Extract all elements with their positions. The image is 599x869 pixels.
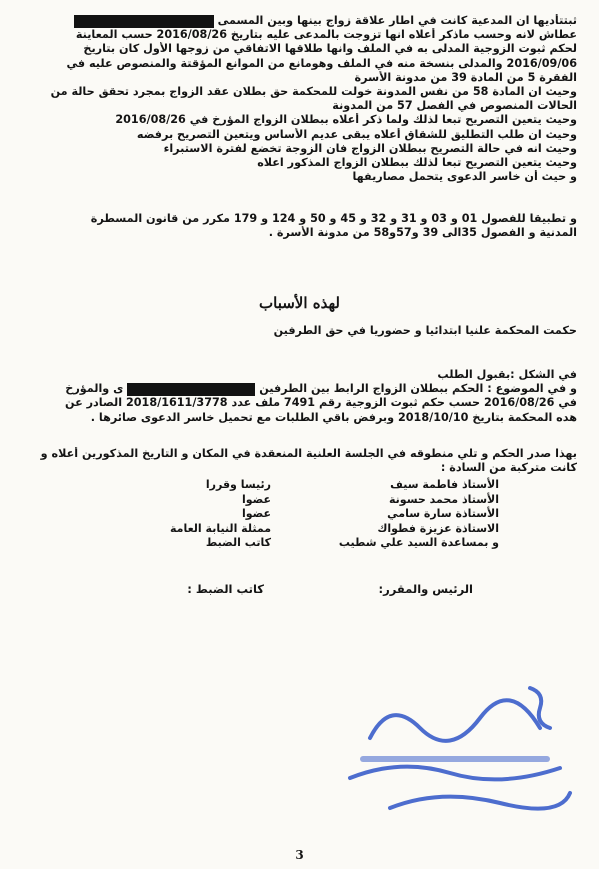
para1-line-1: عطاش لانه وحسب ماذكر أعلاه انها تزوجت بالمدعى عليه بتاريخ 2016/08/26 حسب المعاينة [75, 28, 577, 42]
para3-line-3: هده المحكمة بتاريخ 2018/10/10 وبرفض باقي الطلبات مع تحميل خاسر الدعوى صائرها . [90, 410, 577, 424]
para1-line-0-text: ثبتتأديها ان المدعية كانت في اطار علاقة زواج بينها وبين المسمى [217, 14, 577, 27]
para1-line-9: وحيث انه في حالة التصريح ببطلان الزواج فان الزوجة تخضع لفترة الاستبراء [163, 141, 577, 155]
para3-line-1-text: و في الموضوع : الحكم ببطلان الزواج الرابط بين الطرفين [259, 382, 577, 396]
para1-line-2: لحكم ثبوت الزوجية المدلى به في الملف وانها طلاقها الاتفاقي من زوجها الأول كان بتاريخ [83, 42, 577, 56]
para1-line-0 [22, 14, 577, 28]
para1-line-7: وحيث يتعين التصريح تبعا لذلك ولما ذكر أعلاه ببطلان الزواج المؤرخ في 2016/08/26 [115, 113, 577, 127]
panel-names [339, 478, 499, 551]
para1-line-10: وحيث يتعين التصريح تبعا لذلك ببطلان الزواج المذكور اعلاه [257, 156, 577, 170]
para1-line-4: الفقرة 5 من المادة 39 من مدونة الأسرة [354, 70, 577, 84]
panel-name: الاستاذة عزيزة فطواك [377, 521, 499, 535]
reasoning-paragraph [22, 14, 577, 184]
panel-name: الأستاذة سارة سامي [387, 507, 499, 521]
ruling-paragraph [22, 368, 577, 425]
para1-line-11: و حيث أن خاسر الدعوى يتحمل مصاريفها [352, 170, 577, 184]
para4-line-1: كانت متركبة من السادة : [440, 461, 577, 475]
clerk-signature-label: كاتب الضبط : [187, 582, 264, 596]
ruling-intro-text: حكمت المحكمة علنيا ابتدائيا و حضوريا في حق الطرفين [273, 324, 577, 337]
panel-roles [170, 478, 271, 551]
panel-role: عضوا [241, 492, 271, 506]
para3-line-1 [22, 382, 577, 396]
para1-line-5: وحيث ان المادة 58 من نفس المدونة خولت للمحكمة حق بطلان عقد الزواج بمجرد تحقق حالة من [50, 85, 577, 99]
para1-line-8: وحيث ان طلب التطليق للشقاق أعلاه يبقى عديم الأساس ويتعين التصريح برفضه [136, 127, 577, 141]
court-stamp-icon [330, 668, 590, 828]
panel-role: رئيسا وقررا [205, 478, 271, 491]
redaction-bar [74, 15, 214, 28]
para1-line-3: 2016/09/06 والمدلى بنسخة منه في الملف وهومانع من الموانع المؤقتة والمنصوص عليه في [66, 56, 577, 70]
section-title: لهذه الأسباب [259, 294, 340, 312]
redaction-bar [127, 383, 255, 396]
ruling-intro [22, 324, 577, 338]
para3-line-1-tail: ى والمؤرخ [65, 382, 124, 396]
panel-role: كاتب الضبط [205, 536, 271, 550]
president-signature-label: الرئيس والمقرر: [378, 582, 473, 596]
page-number: 3 [295, 848, 304, 862]
panel-name: الأستاذ فاطمة سيف [390, 478, 499, 491]
para1-line-6: الحالات المنصوص في الفصل 57 من المدونة [332, 99, 577, 113]
panel-name: و بمساعدة السيد علي شطيب [338, 536, 499, 550]
para2-line-0: و تطبيقا للفصول 01 و 03 و 31 و 32 و 45 و 50 و 124 و 179 مكرر من قانون المسطرة [90, 212, 577, 225]
para4-line-0: بهذا صدر الحكم و تلي منطوقه في الجلسة العلنية المنعقدة في المكان و التاريخ المذكورين أعلاه و [40, 447, 577, 460]
para3-line-0: في الشكل :بقبول الطلب [437, 368, 577, 381]
para2-line-1: المدنية و الفصول 35الى 39 و57و58 من مدونة الأسرة . [268, 226, 577, 240]
para3-line-2: في 2016/08/26 حسب حكم ثبوت الزوجية رقم 7491 ملف عدد 2018/1611/3778 الصادر عن [65, 396, 577, 410]
panel-name: الأستاذ محمد حسونة [389, 492, 499, 506]
panel-role: عضوا [241, 507, 271, 521]
panel-role: ممثلة النيابة العامة [169, 521, 271, 535]
legal-basis-paragraph [22, 212, 577, 240]
composition-paragraph [22, 447, 577, 475]
